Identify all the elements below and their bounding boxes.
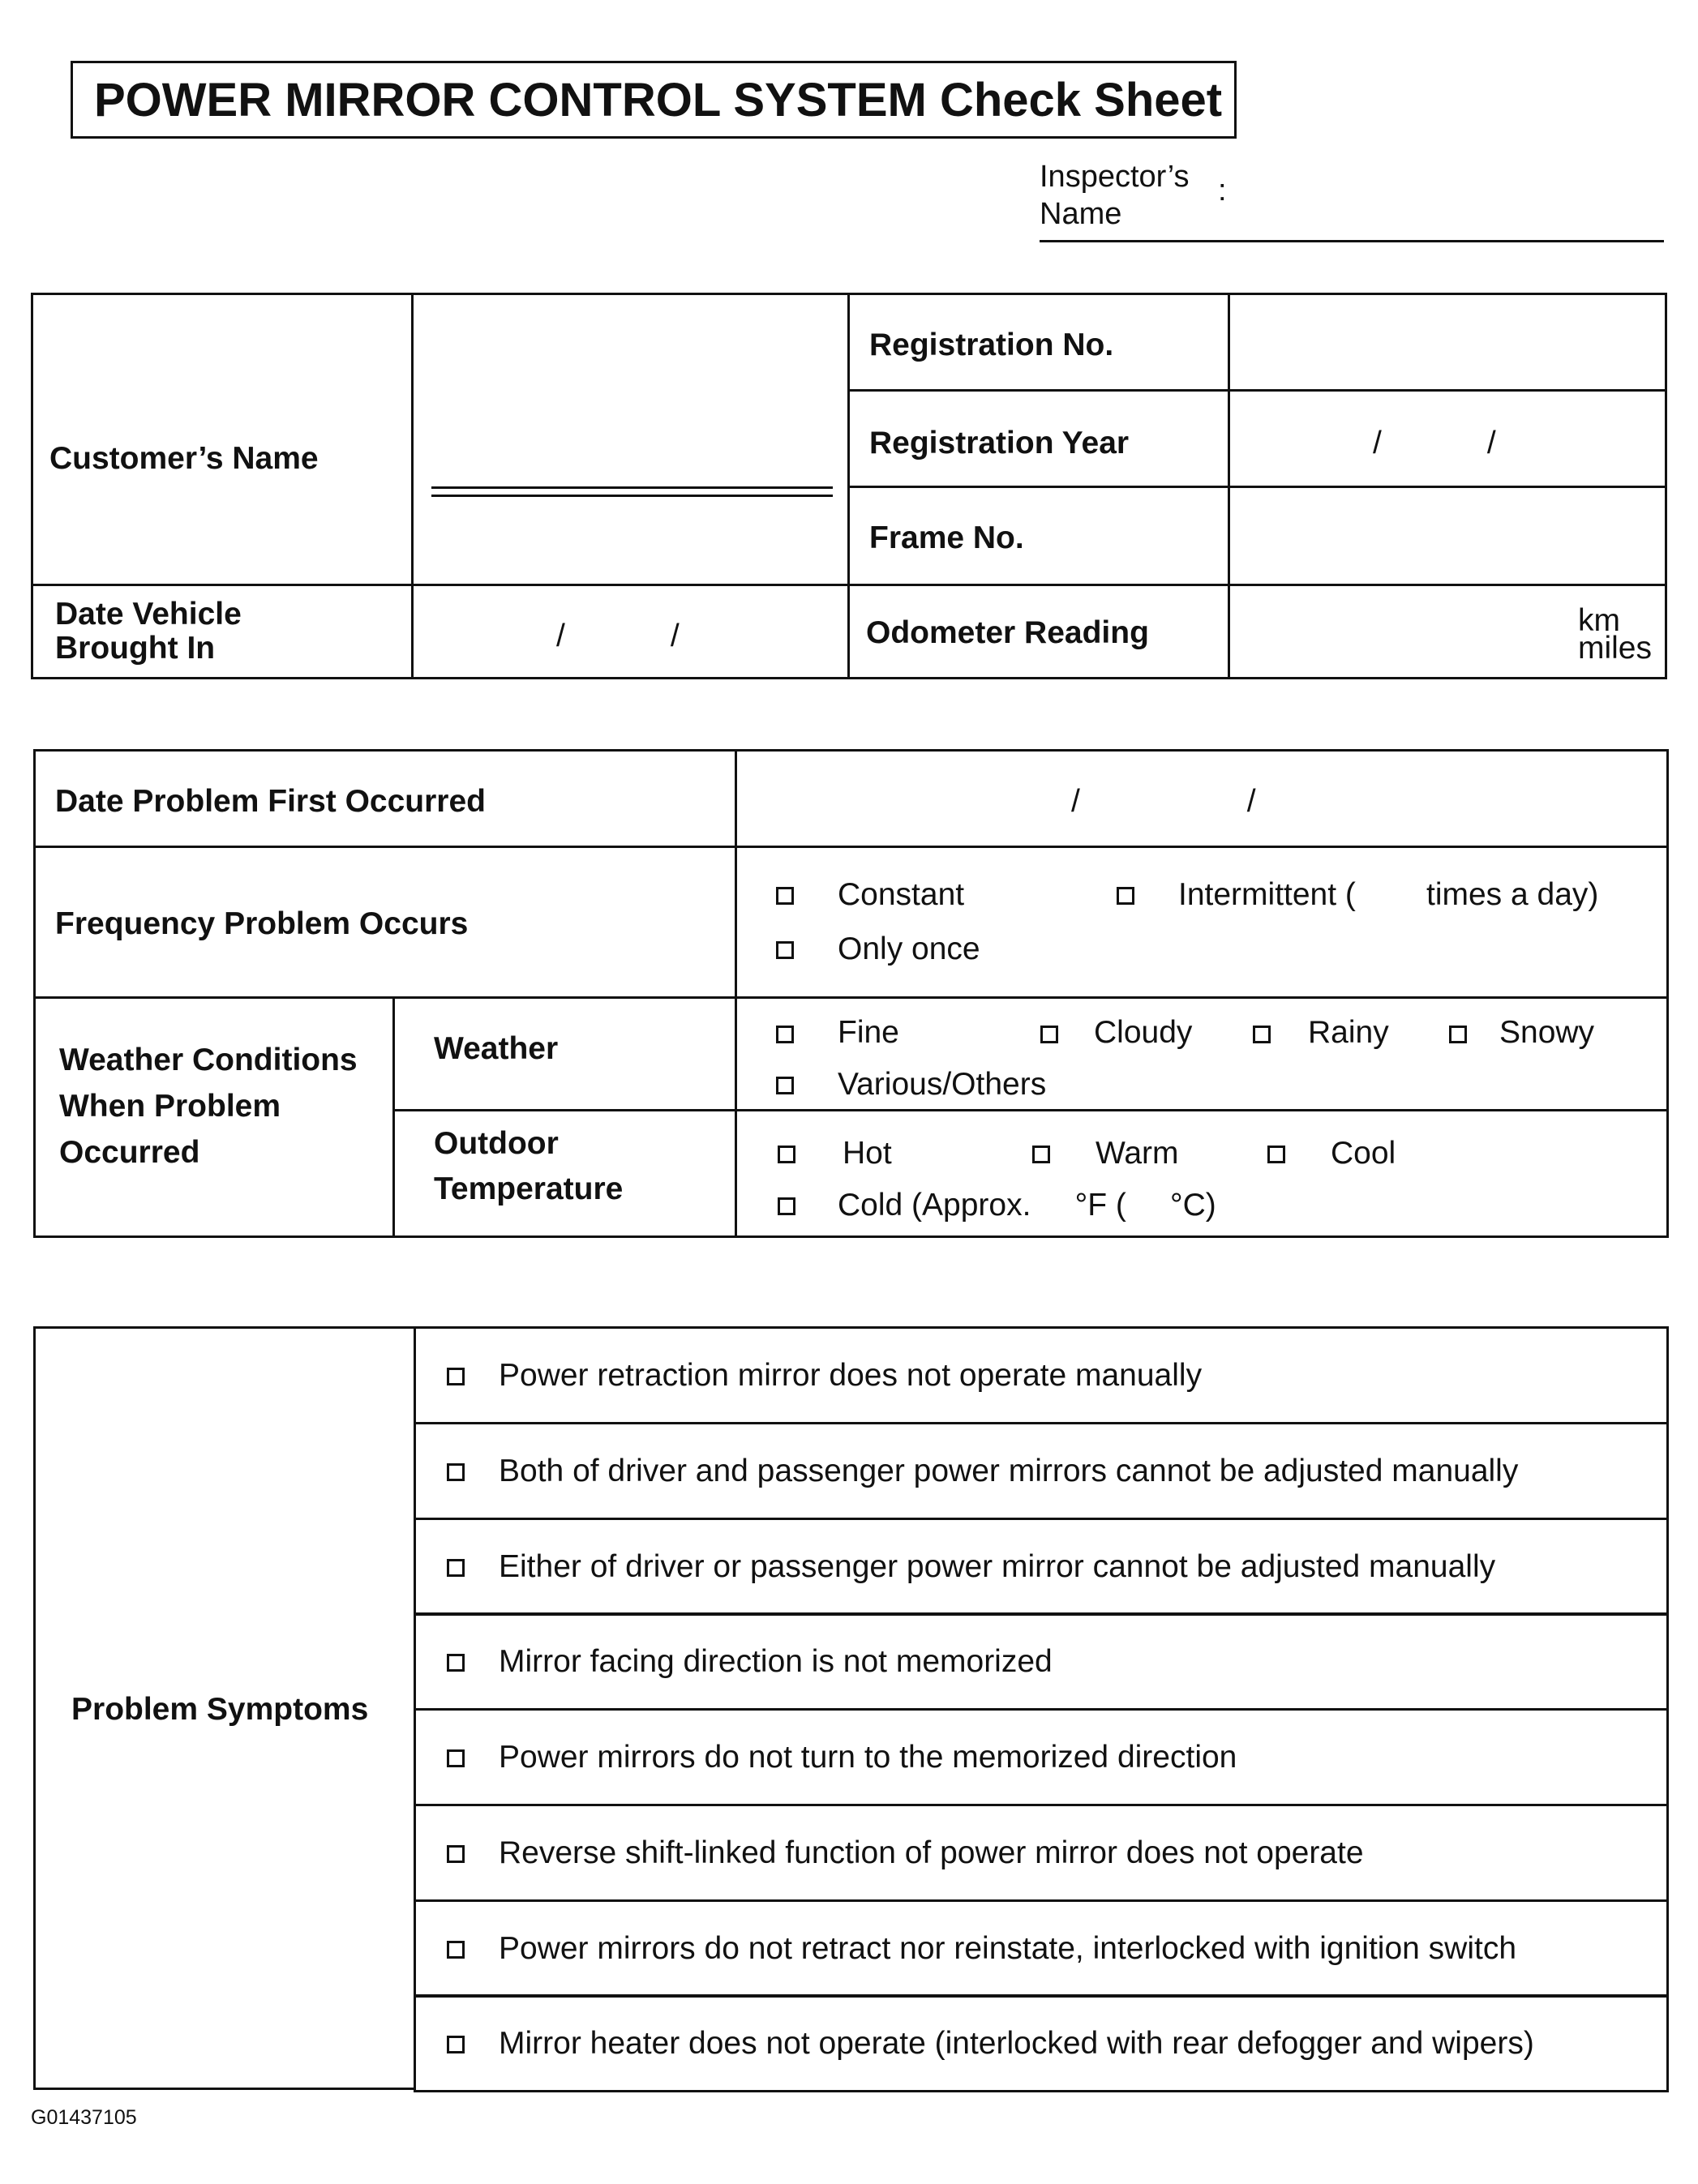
customer-name-label: Customer’s Name — [49, 441, 319, 476]
symptom-text: Reverse shift-linked function of power mirror does not operate — [499, 1835, 1364, 1870]
symptom-row — [414, 1518, 1669, 1616]
weather-group-line2: When Problem — [59, 1089, 281, 1124]
symptom-row — [414, 1994, 1669, 2092]
checkbox-snowy[interactable] — [1449, 1026, 1467, 1043]
checkbox-hot[interactable] — [778, 1146, 795, 1163]
double-underline-bottom — [431, 495, 833, 497]
symptom-text: Power mirrors do not retract nor reinstate, interlocked with ignition switch — [499, 1931, 1517, 1966]
option-snowy: Snowy — [1499, 1015, 1595, 1050]
date-in-slashes: / / — [556, 619, 680, 653]
checkbox-constant[interactable] — [776, 887, 794, 905]
temperature-label-line1: Outdoor — [434, 1126, 559, 1161]
registration-year-label: Registration Year — [869, 426, 1130, 460]
checkbox-cool[interactable] — [1267, 1146, 1285, 1163]
odometer-units — [1577, 603, 1652, 666]
symptom-checkbox[interactable] — [447, 1845, 465, 1863]
option-times-a-day: times a day) — [1426, 877, 1599, 912]
frequency-label: Frequency Problem Occurs — [55, 906, 469, 941]
symptom-checkbox[interactable] — [447, 1654, 465, 1672]
temperature-label-cell — [392, 1109, 737, 1238]
checkbox-various[interactable] — [776, 1077, 794, 1094]
registration-no-label: Registration No. — [869, 328, 1114, 362]
checkbox-warm[interactable] — [1032, 1146, 1050, 1163]
weather-label: Weather — [434, 1031, 559, 1066]
symptom-checkbox[interactable] — [447, 1463, 465, 1481]
customer-name-label-cell — [31, 293, 414, 586]
frame-no-label-cell — [847, 486, 1230, 586]
option-cloudy: Cloudy — [1094, 1015, 1193, 1050]
odometer-field[interactable] — [1228, 584, 1667, 679]
inspector-name-field[interactable] — [1040, 240, 1664, 242]
frame-no-field[interactable] — [1228, 486, 1667, 586]
inspector-label-line1: Inspector’s — [1040, 160, 1190, 194]
weather-group-label-cell — [33, 996, 395, 1238]
date-in-label-line2: Brought In — [55, 631, 216, 666]
temperature-label-line2: Temperature — [434, 1171, 624, 1206]
figure-code: G01437105 — [31, 2106, 137, 2129]
registration-year-slashes: / / — [1373, 426, 1496, 460]
option-various: Various/Others — [838, 1067, 1047, 1102]
symptom-checkbox[interactable] — [447, 2036, 465, 2053]
date-first-slashes: / / — [1071, 784, 1256, 819]
option-only-once: Only once — [838, 931, 980, 966]
option-hot: Hot — [843, 1136, 892, 1171]
weather-group-line1: Weather Conditions — [59, 1043, 358, 1077]
registration-no-label-cell — [847, 293, 1230, 392]
symptoms-label: Problem Symptoms — [71, 1692, 369, 1727]
frame-no-label: Frame No. — [869, 520, 1024, 555]
option-cold: Cold (Approx. °F ( °C) — [838, 1188, 1216, 1223]
symptom-checkbox[interactable] — [447, 1368, 465, 1385]
symptom-checkbox[interactable] — [447, 1941, 465, 1959]
option-constant: Constant — [838, 877, 965, 912]
symptom-row — [414, 1899, 1669, 1998]
frequency-options-cell — [735, 846, 1669, 999]
frequency-label-cell — [33, 846, 737, 999]
unit-miles: miles — [1577, 631, 1652, 666]
weather-options-cell — [735, 996, 1669, 1111]
symptom-text: Mirror facing direction is not memorized — [499, 1644, 1053, 1679]
checkbox-fine[interactable] — [776, 1026, 794, 1043]
symptoms-label-cell — [33, 1326, 416, 2090]
checkbox-cloudy[interactable] — [1040, 1026, 1058, 1043]
temperature-label — [434, 1121, 623, 1212]
symptom-checkbox[interactable] — [447, 1559, 465, 1577]
symptom-text: Power retraction mirror does not operate manually — [499, 1358, 1203, 1393]
symptom-row — [414, 1804, 1669, 1902]
symptom-row — [414, 1326, 1669, 1424]
registration-no-field[interactable] — [1228, 293, 1667, 392]
date-in-field[interactable] — [411, 584, 850, 679]
unit-km: km — [1577, 603, 1620, 638]
symptom-text: Either of driver or passenger power mirror cannot be adjusted manually — [499, 1549, 1496, 1584]
symptom-text: Power mirrors do not turn to the memorized direction — [499, 1740, 1237, 1775]
date-in-label — [55, 597, 242, 666]
inspector-label — [1040, 158, 1189, 233]
weather-label-cell — [392, 996, 737, 1111]
odometer-label-cell — [847, 584, 1230, 679]
checkbox-rainy[interactable] — [1253, 1026, 1271, 1043]
symptom-checkbox[interactable] — [447, 1749, 465, 1767]
registration-year-label-cell — [847, 389, 1230, 488]
option-warm: Warm — [1096, 1136, 1179, 1171]
checkbox-only-once[interactable] — [776, 941, 794, 959]
option-intermittent: Intermittent ( — [1178, 877, 1356, 912]
date-first-label-cell — [33, 749, 737, 848]
temperature-options-cell — [735, 1109, 1669, 1238]
registration-year-field[interactable] — [1228, 389, 1667, 488]
option-cool: Cool — [1331, 1136, 1396, 1171]
symptom-row — [414, 1708, 1669, 1806]
page-title: POWER MIRROR CONTROL SYSTEM Check Sheet — [71, 61, 1237, 139]
symptom-text: Both of driver and passenger power mirrors cannot be adjusted manually — [499, 1454, 1519, 1488]
checkbox-cold[interactable] — [778, 1197, 795, 1215]
inspector-label-line2: Name — [1040, 197, 1122, 231]
inspector-colon: : — [1218, 173, 1227, 208]
date-first-field[interactable] — [735, 749, 1669, 848]
option-fine: Fine — [838, 1015, 899, 1050]
date-in-label-cell — [31, 584, 414, 679]
checkbox-intermittent[interactable] — [1117, 887, 1134, 905]
date-first-label: Date Problem First Occurred — [55, 784, 486, 819]
odometer-label: Odometer Reading — [866, 615, 1149, 650]
symptom-row — [414, 1612, 1669, 1711]
symptom-text: Mirror heater does not operate (interlocked with rear defogger and wipers) — [499, 2026, 1534, 2061]
option-rainy: Rainy — [1308, 1015, 1389, 1050]
symptom-row — [414, 1422, 1669, 1520]
double-underline-top — [431, 486, 833, 489]
date-in-label-line1: Date Vehicle — [55, 597, 242, 632]
customer-name-field[interactable] — [411, 293, 850, 586]
weather-group-label — [59, 1037, 358, 1176]
weather-group-line3: Occurred — [59, 1135, 200, 1170]
